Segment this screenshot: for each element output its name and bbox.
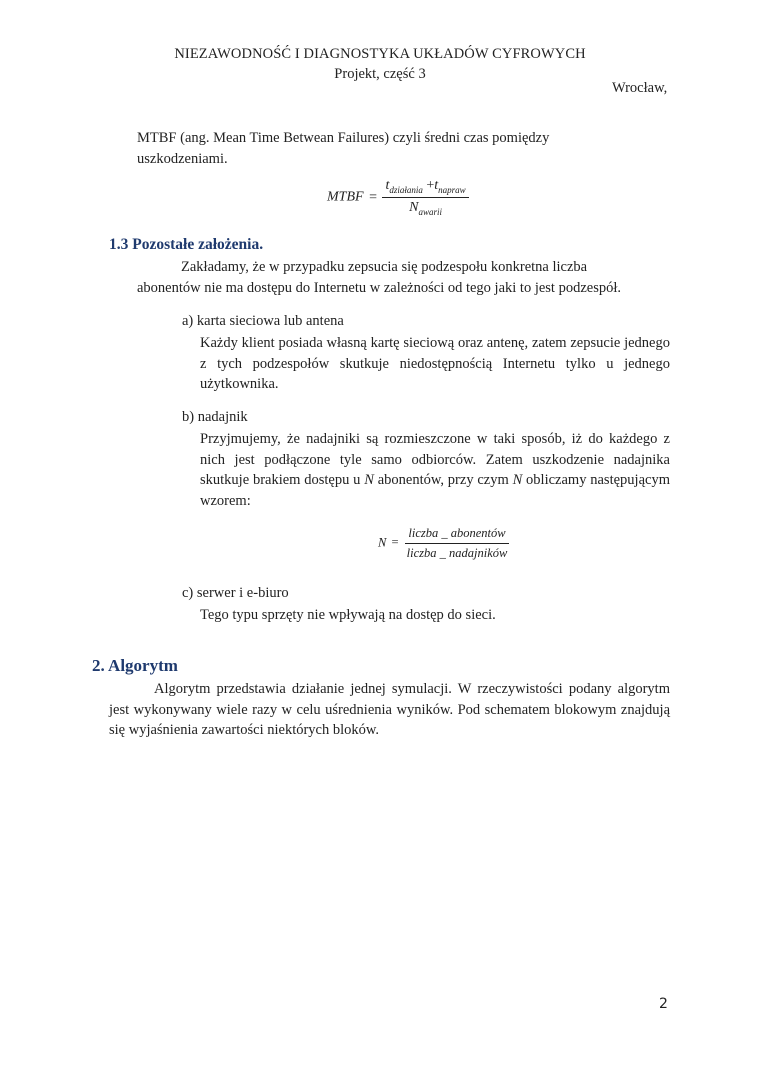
mtbf-numerator <box>382 178 468 198</box>
item-b-text <box>200 429 670 511</box>
item-b-label: b) nadajnik <box>182 409 248 425</box>
item-a-label: a) karta sieciowa lub antena <box>182 313 344 329</box>
mtbf-t2-sub: napraw <box>438 185 466 195</box>
item-b-text-part2: abonentów, przy czym <box>373 472 513 488</box>
mtbf-formula <box>327 178 469 217</box>
n-fraction <box>404 526 511 561</box>
mtbf-den: N <box>409 200 419 215</box>
section-2-text: Algorytm przedstawia działanie jednej symulacji. W rzeczywistości podany algorytm jest wykonywany wiele razy w celu uśrednienia wyników. Pod schematem blokowym znajdują się wyjaśnienia zawartości niektórych bloków. <box>109 681 670 738</box>
mtbf-definition: MTBF (ang. Mean Time Betwean Failures) czyli średni czas pomiędzy uszkodzeniami. <box>137 130 550 167</box>
item-b-var-n1: N <box>364 472 374 488</box>
document-city: Wrocław, <box>612 80 668 96</box>
item-c-text: Tego typu sprzęty nie wpływają na dostęp do sieci. <box>200 607 496 623</box>
n-formula-lhs: N <box>378 535 387 550</box>
item-b-text-part1: Przyjmujemy, że nadajniki są rozmieszczone w taki sposób, iż do każdego z nich jest podłączone tyle samo odbiorców. Zatem uszkodzenie nadajnika skutkuje brakiem dostępu u <box>200 431 670 488</box>
section-2-heading: 2. Algorytm <box>92 656 178 675</box>
document-subtitle: Projekt, część 3 <box>334 66 426 82</box>
mtbf-den-sub: awarii <box>418 207 442 217</box>
item-b-var-n2: N <box>512 472 523 488</box>
n-numerator: liczba _ abonentów <box>405 526 508 544</box>
mtbf-fraction <box>382 178 468 217</box>
mtbf-t2: t <box>434 178 439 193</box>
mtbf-t1: t <box>385 178 390 193</box>
mtbf-plus: + <box>426 178 435 193</box>
document-title: NIEZAWODNOŚĆ I DIAGNOSTYKA UKŁADÓW CYFROWYCH <box>174 46 586 62</box>
n-denominator: liczba _ nadajników <box>406 546 508 560</box>
section-1-3-heading: 1.3 Pozostałe założenia. <box>109 236 264 253</box>
mtbf-formula-eq: = <box>369 189 377 205</box>
item-a-text: Każdy klient posiada własną kartę sieciową oraz antenę, zatem zepsucie jednego z tych podzespołów skutkuje niedostępnością Internetu tylko u jednego użytkownika. <box>200 335 670 392</box>
item-c-label: c) serwer i e-biuro <box>182 585 289 601</box>
n-formula-eq: = <box>391 535 399 550</box>
mtbf-t1-sub: działania <box>389 185 423 195</box>
section-1-3-intro: Zakładamy, że w przypadku zepsucia się podzespołu konkretna liczba abonentów nie ma dostępu do Internetu w zależności od tego jaki to jest podzespół. <box>137 259 622 296</box>
page-number: 2 <box>659 996 668 1012</box>
item-b-text-part3: obliczamy następującym wzorem: <box>200 472 670 509</box>
n-formula <box>378 526 510 561</box>
mtbf-formula-lhs: MTBF <box>327 189 364 205</box>
mtbf-denominator <box>406 198 445 217</box>
